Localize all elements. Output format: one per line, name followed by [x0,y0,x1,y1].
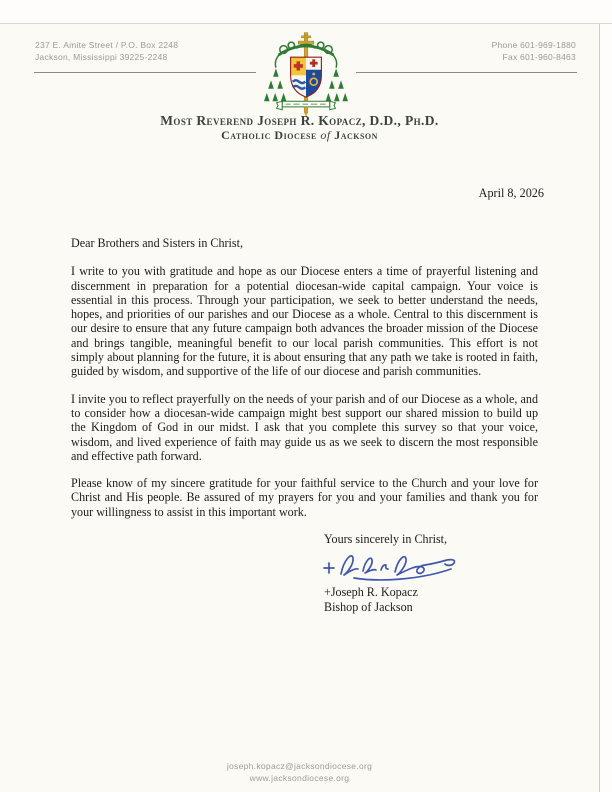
paragraph-2: I invite you to reflect prayerfully on the needs of your parish and of our Diocese as a whole, and to consider how a diocesan-wide campaign might best support our shared mission to build up the Kingdom of God in our midst. I ask that you complete this survey so that your voice, wisdom, and lived experience of faith may guide us as we seek to discern the most responsible and effective path forward. [71,391,538,463]
bishop-name-line: Most Reverend Joseph R. Kopacz, D.D., Ph.D. [160,113,439,128]
signed-name: +Joseph R. Kopacz [324,585,418,600]
letter-footer [0,760,599,784]
letterhead-contact [492,40,576,63]
diocese-name-line [0,128,599,142]
diocese-name-of: of [320,128,331,142]
letterhead-rule-right [356,72,577,73]
letter-body [71,236,538,614]
address-line-2: Jackson, Mississippi 39225-2248 [35,51,168,62]
fax-line: Fax 601-960-8463 [502,51,576,62]
phone-line: Phone 601-969-1880 [491,40,576,50]
letter-date: April 8, 2026 [478,186,544,200]
diocese-coat-of-arms-icon [264,29,348,119]
letterhead-rule-left [34,72,256,73]
letterhead-address [35,40,178,63]
paragraph-3: Please know of my sincere gratitude for your faithful service to the Church and your love for Christ and His people. Be assured of my prayers for you and your families and thank you for your willingness to assist in this important work. [71,476,538,519]
handwritten-signature-icon [319,547,469,585]
scan-edge-top [0,0,612,24]
letterhead-names [0,113,599,142]
footer-email: joseph.kopacz@jacksondiocese.org [226,761,373,771]
paragraph-1: I write to you with gratitude and hope as our Diocese enters a time of prayerful listening and discernment in preparation for a potential diocesan-wide capital campaign. Your voice is essential in this process. Through your participation, we seek to better understand the needs, hopes, and priorities of our parishes and our Diocese as a whole. Central to this discernment is our desire to ensure that any future campaign both advances the broader mission of the Diocese and brings tangible, meaningful benefit to our local parish communities. This effort is not simply about planning for the future, it is about ensuring that any path we take is rooted in faith, guided by wisdom, and supportive of the life of our diocese and parish communities. [71,264,538,379]
signed-title: Bishop of Jackson [324,599,413,614]
address-line-1: 237 E. Amite Street / P.O. Box 2248 [35,40,179,50]
closing-line: Yours sincerely in Christ, [324,532,448,547]
footer-website: www.jacksondiocese.org [249,773,350,783]
salutation: Dear Brothers and Sisters in Christ, [71,236,243,250]
scan-edge-right [599,24,612,792]
diocese-name-part1: Catholic Diocese [221,128,317,142]
diocese-name-part2: Jackson [334,128,378,142]
